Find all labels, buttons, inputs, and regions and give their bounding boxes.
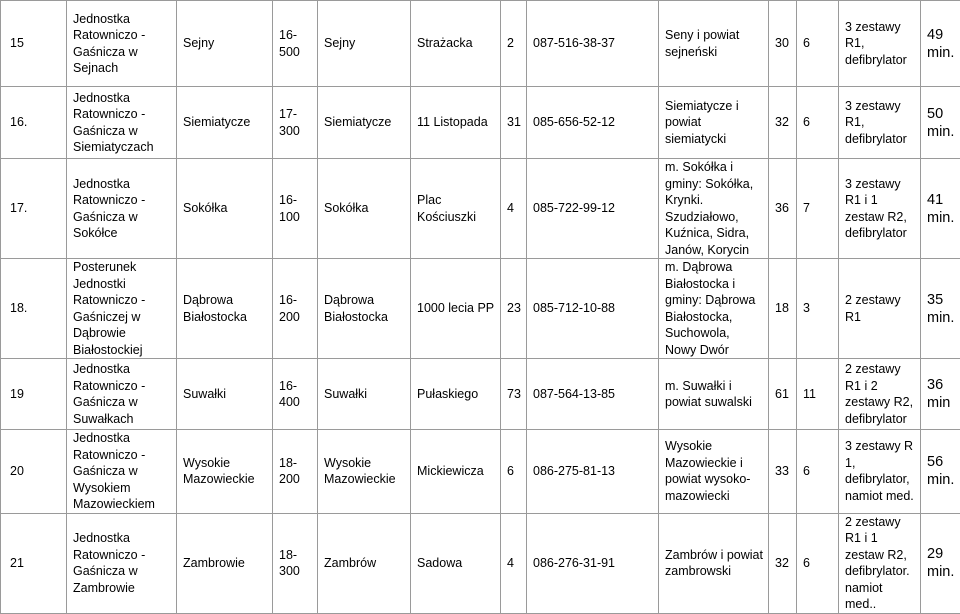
street-number: 2 xyxy=(501,1,527,87)
equipment: 3 zestawy R1 i 1 zestaw R2, defibrylator xyxy=(839,159,921,259)
row-number: 21 xyxy=(1,513,67,613)
response-time: 49 min. xyxy=(921,1,960,87)
phone: 086-276-31-91 xyxy=(527,513,659,613)
row-number: 20 xyxy=(1,430,67,514)
phone: 087-516-38-37 xyxy=(527,1,659,87)
street: Pułaskiego xyxy=(411,359,501,430)
row-number: 19 xyxy=(1,359,67,430)
street-number: 31 xyxy=(501,87,527,159)
response-time: 41 min. xyxy=(921,159,960,259)
street: Sadowa xyxy=(411,513,501,613)
post-office: Sokółka xyxy=(318,159,411,259)
service-area: m. Sokółka i gminy: Sokółka, Krynki. Szudziałowo, Kuźnica, Sidra, Janów, Korycin xyxy=(659,159,769,259)
street-number: 23 xyxy=(501,259,527,359)
postal-code: 16-400 xyxy=(273,359,318,430)
street: Strażacka xyxy=(411,1,501,87)
street-number: 4 xyxy=(501,513,527,613)
street-number: 73 xyxy=(501,359,527,430)
city: Dąbrowa Białostocka xyxy=(177,259,273,359)
table-row xyxy=(1,359,960,430)
postal-code: 16-500 xyxy=(273,1,318,87)
equipment: 3 zestawy R 1, defibrylator, namiot med. xyxy=(839,430,921,514)
table-row xyxy=(1,430,960,514)
unit-name: Jednostka Ratowniczo - Gaśnicza w Sokółce xyxy=(67,159,177,259)
unit-name: Jednostka Ratowniczo - Gaśnicza w Zambrowie xyxy=(67,513,177,613)
table-row xyxy=(1,1,960,87)
postal-code: 18-300 xyxy=(273,513,318,613)
unit-name: Jednostka Ratowniczo - Gaśnicza w Siemiatyczach xyxy=(67,87,177,159)
city: Wysokie Mazowieckie xyxy=(177,430,273,514)
row-number: 18. xyxy=(1,259,67,359)
phone: 085-656-52-12 xyxy=(527,87,659,159)
street: Plac Kościuszki xyxy=(411,159,501,259)
street: Mickiewicza xyxy=(411,430,501,514)
equipment: 3 zestawy R1, defibrylator xyxy=(839,1,921,87)
count-b: 6 xyxy=(797,430,839,514)
count-a: 61 xyxy=(769,359,797,430)
city: Sokółka xyxy=(177,159,273,259)
phone: 087-564-13-85 xyxy=(527,359,659,430)
row-number: 17. xyxy=(1,159,67,259)
table-row xyxy=(1,513,960,613)
response-time: 56 min. xyxy=(921,430,960,514)
unit-name: Jednostka Ratowniczo - Gaśnicza w Suwałkach xyxy=(67,359,177,430)
count-a: 32 xyxy=(769,513,797,613)
count-a: 33 xyxy=(769,430,797,514)
street: 1000 lecia PP xyxy=(411,259,501,359)
count-b: 7 xyxy=(797,159,839,259)
service-area: Siemiatycze i powiat siemiatycki xyxy=(659,87,769,159)
service-area: Wysokie Mazowieckie i powiat wysoko-mazowiecki xyxy=(659,430,769,514)
post-office: Siemiatycze xyxy=(318,87,411,159)
phone: 086-275-81-13 xyxy=(527,430,659,514)
service-area: Seny i powiat sejneński xyxy=(659,1,769,87)
count-a: 30 xyxy=(769,1,797,87)
table-row xyxy=(1,87,960,159)
postal-code: 17-300 xyxy=(273,87,318,159)
count-b: 3 xyxy=(797,259,839,359)
city: Sejny xyxy=(177,1,273,87)
equipment: 2 zestawy R1 i 2 zestawy R2, defibrylator xyxy=(839,359,921,430)
phone: 085-712-10-88 xyxy=(527,259,659,359)
unit-name: Posterunek Jednostki Ratowniczo - Gaśniczej w Dąbrowie Białostockiej xyxy=(67,259,177,359)
postal-code: 16-100 xyxy=(273,159,318,259)
equipment: 2 zestawy R1 i 1 zestaw R2, defibrylator. namiot med.. xyxy=(839,513,921,613)
street: 11 Listopada xyxy=(411,87,501,159)
postal-code: 18-200 xyxy=(273,430,318,514)
phone: 085-722-99-12 xyxy=(527,159,659,259)
count-b: 6 xyxy=(797,1,839,87)
post-office: Zambrów xyxy=(318,513,411,613)
response-time: 35 min. xyxy=(921,259,960,359)
street-number: 4 xyxy=(501,159,527,259)
count-a: 36 xyxy=(769,159,797,259)
response-time: 29 min. xyxy=(921,513,960,613)
table-row xyxy=(1,259,960,359)
unit-name: Jednostka Ratowniczo - Gaśnicza w Wysokiem Mazowieckiem xyxy=(67,430,177,514)
count-a: 32 xyxy=(769,87,797,159)
service-area: m. Suwałki i powiat suwalski xyxy=(659,359,769,430)
post-office: Suwałki xyxy=(318,359,411,430)
count-a: 18 xyxy=(769,259,797,359)
response-time: 36 min xyxy=(921,359,960,430)
city: Zambrowie xyxy=(177,513,273,613)
city: Siemiatycze xyxy=(177,87,273,159)
post-office: Sejny xyxy=(318,1,411,87)
city: Suwałki xyxy=(177,359,273,430)
post-office: Wysokie Mazowieckie xyxy=(318,430,411,514)
postal-code: 16-200 xyxy=(273,259,318,359)
post-office: Dąbrowa Białostocka xyxy=(318,259,411,359)
service-area: m. Dąbrowa Białostocka i gminy: Dąbrowa Białostocka, Suchowola, Nowy Dwór xyxy=(659,259,769,359)
row-number: 15 xyxy=(1,1,67,87)
count-b: 6 xyxy=(797,87,839,159)
table-row xyxy=(1,159,960,259)
service-area: Zambrów i powiat zambrowski xyxy=(659,513,769,613)
count-b: 11 xyxy=(797,359,839,430)
equipment: 3 zestawy R1, defibrylator xyxy=(839,87,921,159)
unit-name: Jednostka Ratowniczo - Gaśnicza w Sejnach xyxy=(67,1,177,87)
row-number: 16. xyxy=(1,87,67,159)
response-time: 50 min. xyxy=(921,87,960,159)
equipment: 2 zestawy R1 xyxy=(839,259,921,359)
count-b: 6 xyxy=(797,513,839,613)
street-number: 6 xyxy=(501,430,527,514)
